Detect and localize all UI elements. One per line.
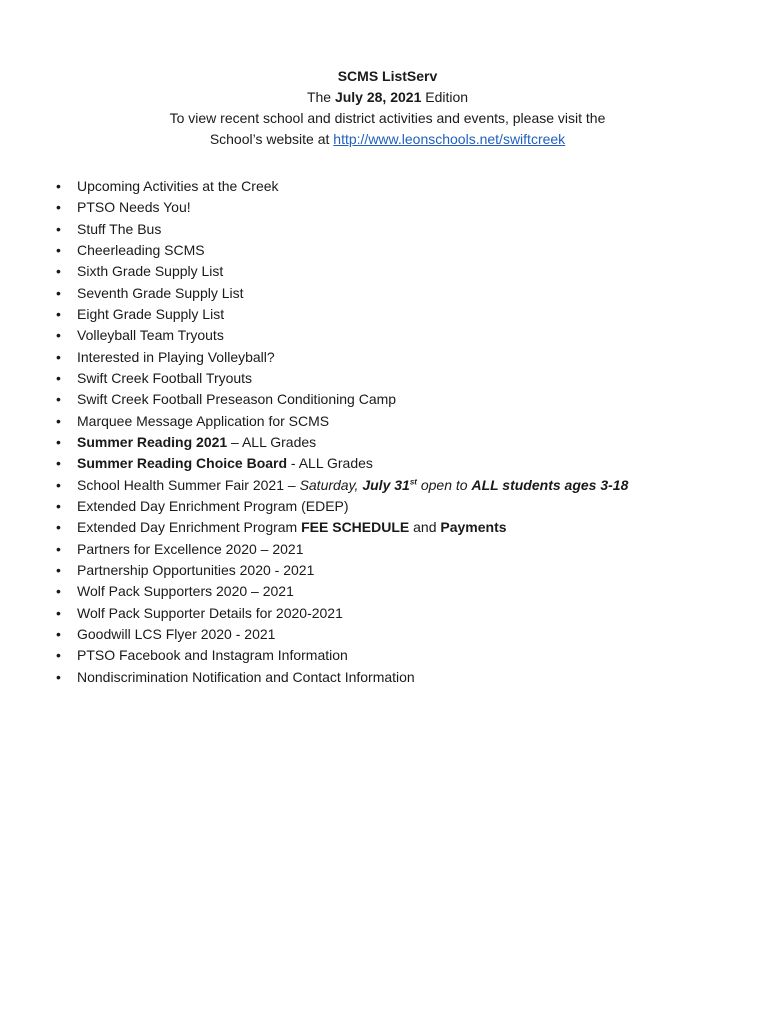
visit-line: To view recent school and district activities and events, please visit the (169, 110, 606, 126)
list-item-text: Wolf Pack Supporters 2020 – 2021 (77, 583, 294, 600)
newsletter-title: SCMS ListServ (337, 68, 438, 84)
edition-suffix: Edition (425, 89, 469, 105)
edition-prefix: The (306, 89, 332, 105)
list-item-text: Upcoming Activities at the Creek (77, 178, 279, 194)
website-link[interactable]: http://www.leonschools.net/swiftcreek (333, 131, 566, 147)
website-line (0, 129, 770, 150)
list-item-italic-text: open to (420, 476, 468, 493)
bullet-icon: • (56, 199, 61, 216)
list-item-text: School Health Summer Fair 2021 – (77, 476, 300, 493)
list-item-bold-italic-text: ALL students ages 3-18 (471, 476, 629, 493)
bullet-icon: • (56, 412, 61, 429)
list-item[interactable] (56, 368, 628, 389)
bullet-icon: • (56, 476, 61, 493)
list-item-bold-text: Summer Reading 2021 (77, 433, 228, 450)
bullet-icon: • (56, 178, 61, 194)
list-item-text: – ALL Grades (227, 433, 317, 450)
list-item[interactable] (56, 432, 628, 453)
bullet-icon: • (56, 220, 61, 237)
newsletter-title-line (0, 66, 770, 87)
bullet-icon: • (56, 583, 61, 600)
list-item[interactable] (56, 603, 628, 624)
edition-date: July 28, 2021 (334, 89, 422, 105)
list-item-bold-text: Summer Reading Choice Board (77, 455, 288, 472)
list-item[interactable] (56, 347, 628, 368)
list-item[interactable] (56, 539, 628, 560)
bullet-icon: • (56, 519, 61, 536)
list-item[interactable] (56, 496, 628, 517)
list-item-bold-text: Payments (440, 519, 507, 536)
website-prefix: School’s website at (209, 131, 330, 147)
bullet-icon: • (56, 647, 61, 664)
list-item-text: Stuff The Bus (77, 220, 162, 237)
list-item-text: Seventh Grade Supply List (77, 284, 244, 301)
list-item[interactable] (56, 219, 628, 240)
list-item-text: Extended Day Enrichment Program (77, 519, 302, 536)
list-item[interactable] (56, 475, 628, 496)
list-item[interactable] (56, 283, 628, 304)
bullet-icon: • (56, 433, 61, 450)
list-item-text: PTSO Facebook and Instagram Information (77, 647, 348, 664)
list-item[interactable] (56, 453, 628, 474)
list-item-text: Extended Day Enrichment Program (EDEP) (77, 497, 349, 514)
list-item-text: Nondiscrimination Notification and Contact Information (77, 668, 415, 685)
newsletter-topics-list (56, 176, 628, 688)
newsletter-header (0, 66, 770, 150)
bullet-icon: • (56, 561, 61, 578)
list-item-text: Partners for Excellence 2020 – 2021 (77, 540, 304, 557)
list-item[interactable] (56, 517, 628, 538)
list-item-text: Eight Grade Supply List (77, 305, 225, 322)
list-item[interactable] (56, 667, 628, 688)
list-item-bold-text: FEE SCHEDULE (301, 519, 410, 536)
bullet-icon: • (56, 604, 61, 621)
edition-line (0, 87, 770, 108)
list-item[interactable] (56, 624, 628, 645)
list-item-bold-italic-text: July 31 (362, 476, 410, 493)
bullet-icon: • (56, 348, 61, 365)
bullet-icon: • (56, 369, 61, 386)
bullet-icon: • (56, 497, 61, 514)
list-item-text: Swift Creek Football Preseason Conditioning Camp (77, 391, 397, 408)
list-item-text: Volleyball Team Tryouts (77, 327, 224, 344)
list-item[interactable] (56, 389, 628, 410)
list-item[interactable] (56, 645, 628, 666)
bullet-icon: • (56, 625, 61, 642)
bullet-icon: • (56, 327, 61, 344)
list-item-text: Goodwill LCS Flyer 2020 - 2021 (77, 625, 276, 642)
list-item[interactable] (56, 411, 628, 432)
list-item-text: and (409, 519, 441, 536)
bullet-icon: • (56, 305, 61, 322)
list-item[interactable] (56, 325, 628, 346)
bullet-icon: • (56, 391, 61, 408)
list-item-text: Interested in Playing Volleyball? (77, 348, 275, 365)
list-item-text: - ALL Grades (287, 455, 373, 472)
bullet-icon: • (56, 241, 61, 258)
list-item[interactable] (56, 560, 628, 581)
bullet-icon: • (56, 540, 61, 557)
list-item-italic-text: Saturday, (299, 476, 359, 493)
list-item-text: Partnership Opportunities 2020 - 2021 (77, 561, 315, 578)
bullet-icon: • (56, 263, 61, 280)
bullet-icon: • (56, 455, 61, 472)
list-item-text: Wolf Pack Supporter Details for 2020-2021 (77, 604, 343, 621)
list-item[interactable] (56, 304, 628, 325)
list-item-superscript: st (409, 476, 417, 486)
list-item-text: PTSO Needs You! (77, 199, 191, 216)
list-item[interactable] (56, 176, 628, 197)
list-item-text: Cheerleading SCMS (77, 241, 205, 258)
list-item-text: Swift Creek Football Tryouts (77, 369, 253, 386)
bullet-icon: • (56, 284, 61, 301)
list-item[interactable] (56, 197, 628, 218)
list-item[interactable] (56, 581, 628, 602)
list-item[interactable] (56, 261, 628, 282)
list-item-text: Marquee Message Application for SCMS (77, 412, 330, 429)
list-item-text: Sixth Grade Supply List (77, 263, 224, 280)
bullet-icon: • (56, 668, 61, 685)
list-item[interactable] (56, 240, 628, 261)
